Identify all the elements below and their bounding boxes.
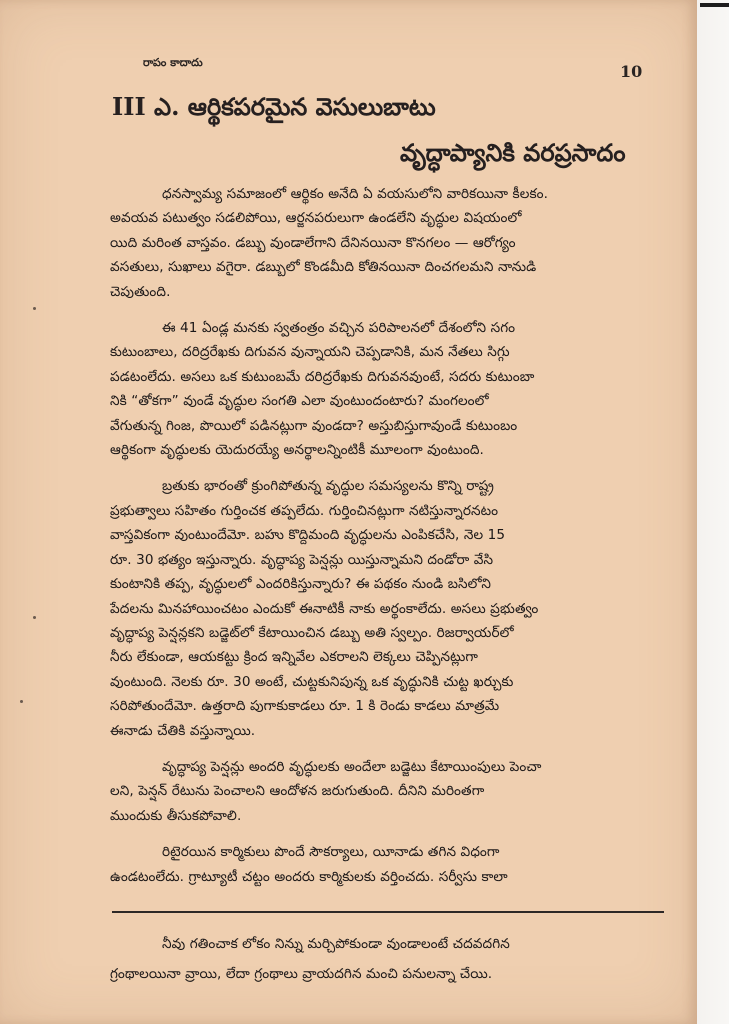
hole-mark [20,700,23,703]
body-text [110,182,666,901]
text-line: కుటుంబాలు, దరిద్రరేఖకు దిగువన వున్నాయని చెప్పడానికి, మన నేతలు సిగ్గు [110,344,510,361]
footer-quote [110,929,666,989]
text-line: రూ. 30 భత్యం ఇస్తున్నారు. వృద్ధాప్య పెన్షన్లు యిస్తున్నామని దండోరా వేసి [110,551,494,568]
text-line: నీరు లేకుండా, ఆయకట్టు క్రింద ఇన్నివేల ఎకరాలని లెక్కలు చెప్పినట్లుగా [110,649,479,666]
quote-line: నీవు గతించాక లోకం నిన్ను మర్చిపోకుండా వుండాలంటే చదవదగిన [162,936,510,952]
text-line: యిది మరింత వాస్తవం. డబ్బు వుండాలేగాని దేనినయినా కొనగలం — ఆరోగ్యం [110,234,516,251]
text-line: పడటంలేదు. అసలు ఒక కుటుంబమే దరిద్రరేఖకు దిగువనవుంటే, సదరు కుటుంబా [110,368,535,385]
section-subtitle: వృద్ధాప్యానికి వరప్రసాదం [400,138,626,167]
text-line: ఉండటంలేదు. గ్రాట్యూటీ చట్టం అందరు కార్మికులకు వర్తించదు. సర్వీసు కాలా [110,868,508,885]
text-line: వుంటుంది. నెలకు రూ. 30 అంటే, చుట్టకునిపున్న ఒక వృద్ధునికి చుట్ట ఖర్చుకు [110,673,514,690]
text-line: వృద్ధాప్య పెన్షన్లకని బడ్జెట్‌లో కేటాయించిన డబ్బు అతి స్వల్పం. రిజర్వాయర్‌లో [110,624,514,641]
text-line: ఈనాడు చేతికి వస్తున్నాయి. [110,722,256,739]
paragraph [110,474,666,742]
text-line: ప్రభుత్వాలు సహితం గుర్తించక తప్పలేదు. గుర్తించినట్లుగా నటిస్తున్నారనటం [110,502,499,519]
paragraph [110,182,666,304]
paragraph [110,840,666,889]
text-line: వృద్ధాప్య పెన్షన్లు అందరి వృద్ధులకు అందేలా బడ్జెటు కేటాయింపులు పెంచా [162,758,542,775]
paragraph [110,316,666,462]
text-line: లని, పెన్షన్ రేటును పెంచాలని ఆందోళన జరుగుతుంది. దీనిని మరింతగా [110,783,485,800]
text-line: ధనస్వామ్య సమాజంలో ఆర్థికం అనేది ఏ వయసులోని వారికయినా కీలకం. [162,186,549,202]
text-line: బ్రతుకు భారంతో క్రుంగిపోతున్న వృద్ధుల సమస్యలను కొన్ని రాష్ట్ర [162,478,494,495]
text-line: వసతులు, సుఖాలు వగైరా. డబ్బులో కొండమీది కోతినయినా దించగలమని నానుడి [110,259,537,276]
quote-line: గ్రంథాలయినా వ్రాయి, లేదా గ్రంథాలు వ్రాయదగిన మంచి పనులన్నా చేయి. [110,966,493,982]
running-title: రాపం కాదాదు [143,56,203,69]
hole-mark [33,616,36,619]
text-line: ఆర్థికంగా వృద్ధులకు యెదురయ్యే అనర్థాలన్నింటికీ మూలంగా వుంటుంది. [110,442,484,459]
text-line: సరిపోతుందేమో. ఉత్తరాది పుగాకుకాడలు రూ. 1 కి రెండు కాడలు మాత్రమే [110,698,500,715]
text-line: ఈ 41 ఏండ్ల మనకు స్వతంత్రం వచ్చిన పరిపాలనలో దేశంలోని సగం [162,320,516,337]
edge-mark [700,3,729,7]
text-line: ముందుకు తీసుకపోవాలి. [110,807,242,824]
text-line: వేగుతున్న గింజ, పొయిలో పడినట్లుగా వుండదా? అస్తుబిస్తుగావుండే కుటుంబం [110,417,518,434]
section-title: III ఎ. ఆర్థికపరమైన వెసులుబాటు [112,92,436,121]
page-edge-background [697,0,729,1024]
text-line: వాస్తవికంగా వుంటుందేమో. బహు కొద్దిమంది వృద్ధులను ఎంపికచేసి, నెల 15 [110,527,506,544]
text-line: చెపుతుంది. [110,283,171,300]
footnote-divider [112,911,664,913]
hole-mark [33,307,36,310]
text-line: పేదలను మినహాయించటం ఎందుకో ఈనాటికీ నాకు అర్థంకాలేదు. అసలు ప్రభుత్వం [110,600,539,617]
text-line: అవయవ పటుత్వం సడలిపోయి, ఆర్జనపరులుగా ఉండలేని వృద్ధుల విషయంలో [110,210,522,227]
text-line: రిటైరయిన కార్మికులు పొందే సౌకర్యాలు, యీనాడు తగిన విధంగా [162,844,500,861]
text-line: నికి “తోకగా” వుండే వృద్ధుల సంగతి ఎలా వుంటుందంటారు? మంగలంలో [110,393,489,410]
page-number: 10 [620,62,643,81]
paragraph [110,755,666,828]
text-line: కుంటానికి తప్ప, వృద్ధులలో ఎందరికిస్తున్నారు? ఈ పథకం నుండి బసిలోని [110,576,492,593]
